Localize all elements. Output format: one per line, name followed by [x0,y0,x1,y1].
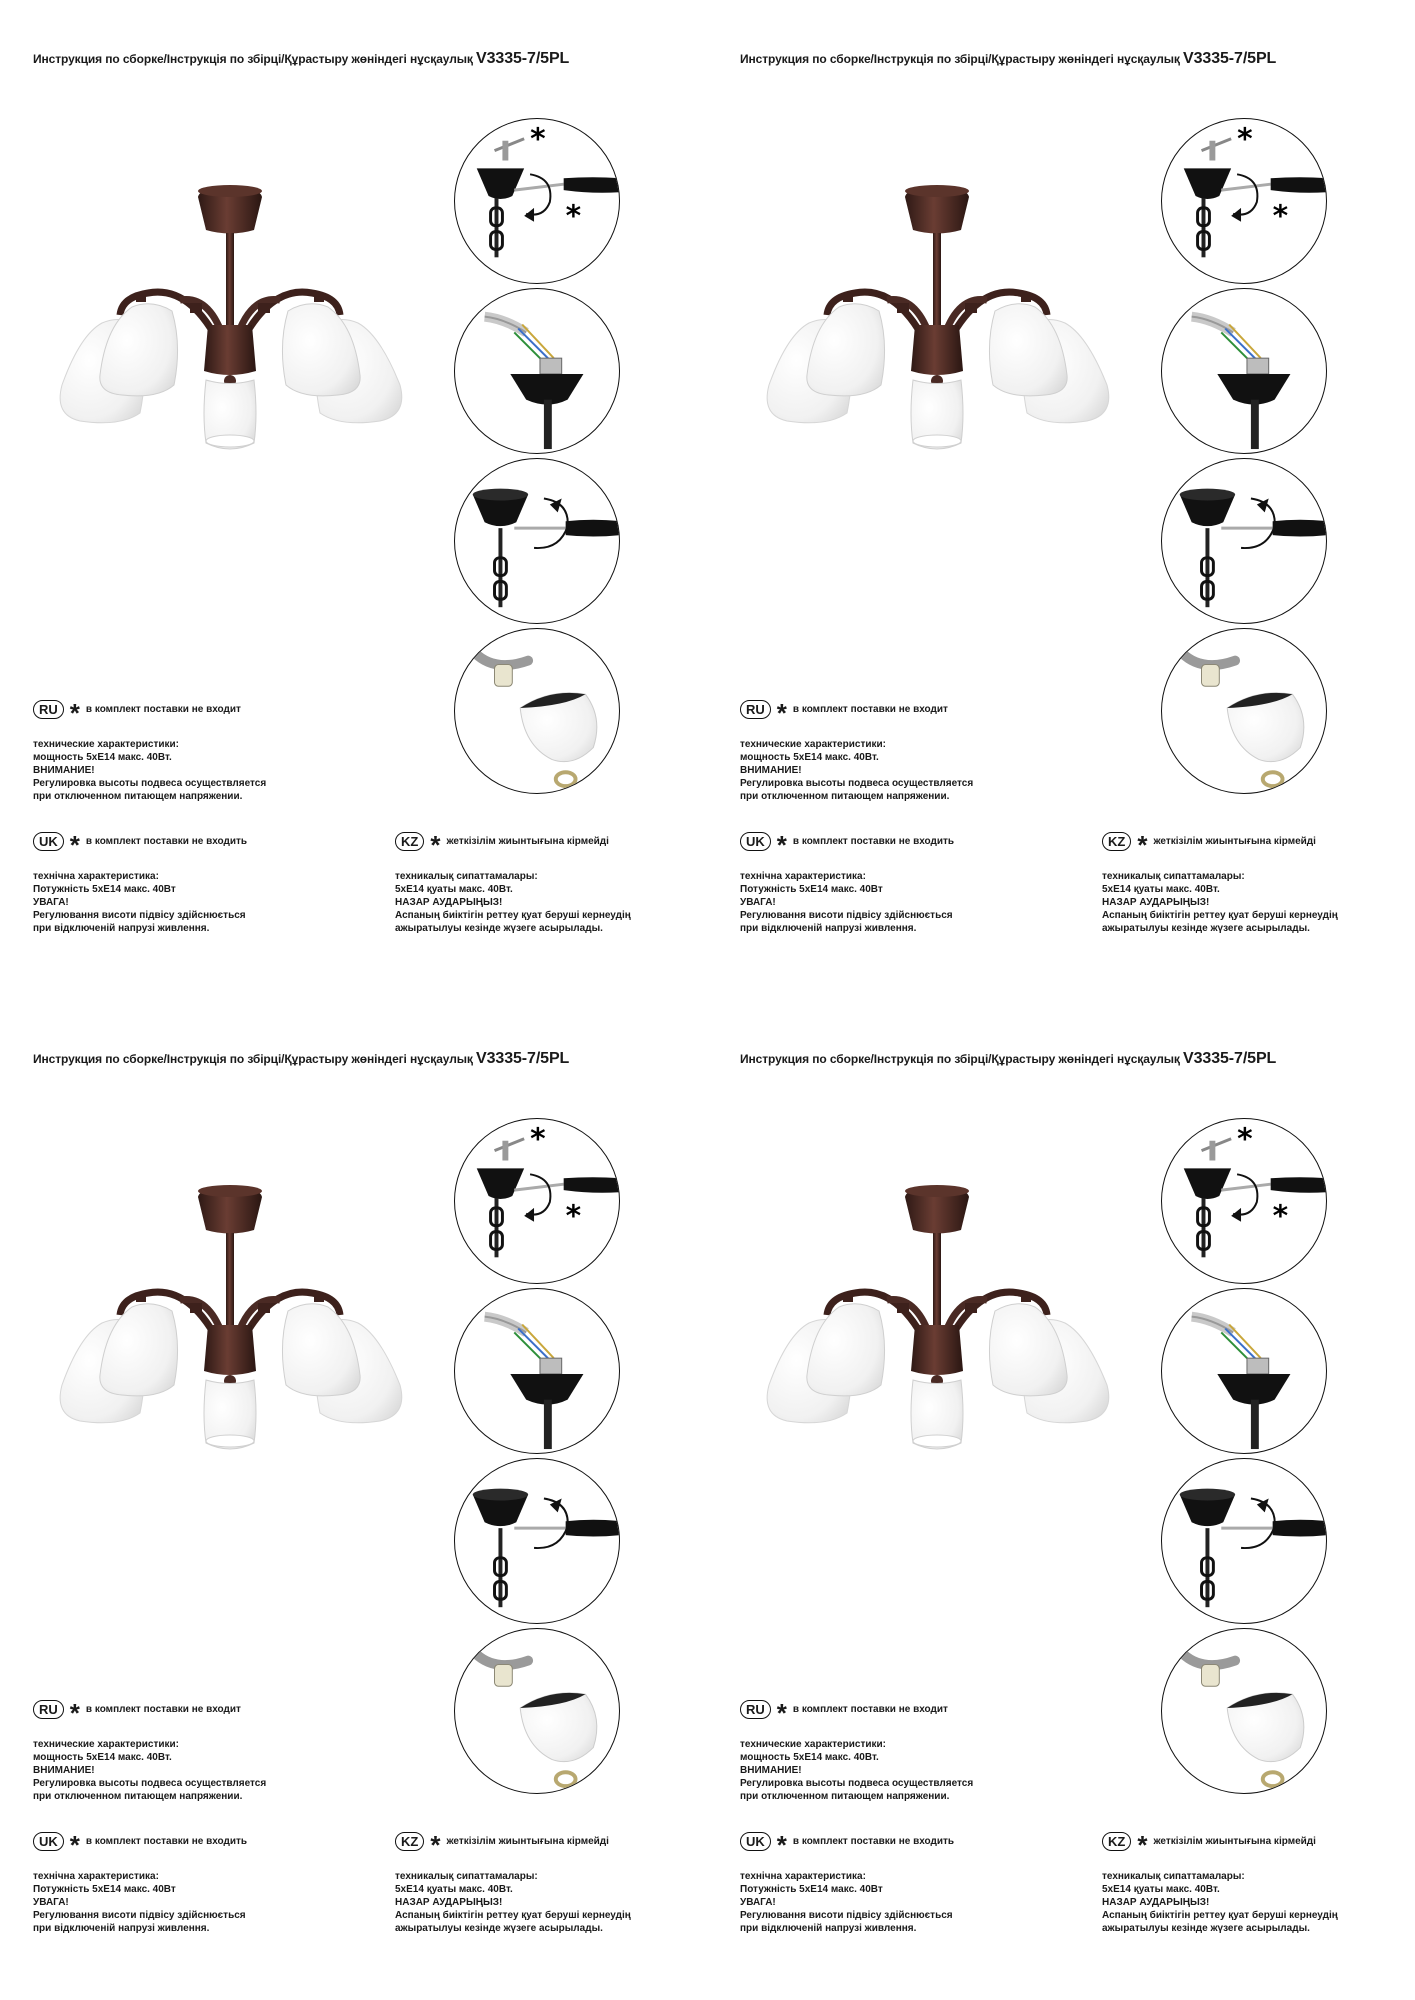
asterisk-icon: * [1237,1120,1253,1156]
step-3-adjust-height [1161,458,1327,624]
kz-specs-title: техникалық сипаттамалары: [395,871,538,882]
sheet-title [33,1050,569,1068]
step-2-connect-wires [454,1288,620,1454]
ru-specs-block [33,738,266,803]
asterisk-icon: * [1272,197,1289,233]
uk-badge: UK [740,1832,771,1851]
ru-specs-title: технические характеристики: [740,739,886,750]
kz-not-included-line [1102,1829,1316,1860]
ru-warning-line1: Регулировка высоты подвеса осуществляется [33,1778,267,1789]
uk-warning-line2: при відключеній напрузі живлення. [33,1923,210,1934]
asterisk-icon: * [69,1829,80,1860]
kz-warning-line1: Аспаның биіктігін реттеу қуат беруші кернеудің [395,1910,631,1921]
asterisk-icon: * [1137,829,1148,860]
ru-specs-title: технические характеристики: [33,739,179,750]
step-4-attach-shade [454,628,620,794]
uk-specs: Потужність 5хЕ14 макс. 40Вт [33,1884,176,1895]
asterisk-icon: * [530,120,546,156]
ru-specs-title: технические характеристики: [33,1739,179,1750]
step-2-connect-wires [1161,288,1327,454]
kz-specs: 5хЕ14 қуаты макс. 40Вт. [395,884,513,895]
title-text: Инструкция по сборке/Інструкція по збірці/Құрастыру жөніндегі нұсқаулық [740,52,1180,66]
kz-warning-title: НАЗАР АУДАРЫҢЫЗ! [395,897,503,908]
asterisk-icon: * [69,697,80,728]
kz-specs-block [1102,870,1338,935]
uk-specs-block [33,870,246,935]
asterisk-icon: * [565,197,582,233]
ru-badge: RU [740,700,771,719]
uk-specs-block [740,1870,953,1935]
chandelier-illustration [747,1175,1137,1475]
kz-not-included-line [395,1829,609,1860]
kz-not-included-line [395,829,609,860]
sheet-title [33,50,569,68]
ru-specs: мощность 5хЕ14 макс. 40Вт. [740,752,879,763]
uk-warning-line2: при відключеній напрузі живлення. [740,1923,917,1934]
ru-not-included: в комплект поставки не входит [792,704,948,715]
kz-warning-line1: Аспаның биіктігін реттеу қуат беруші кернеудің [1102,910,1338,921]
title-text: Инструкция по сборке/Інструкція по збірці/Құрастыру жөніндегі нұсқаулық [33,1052,473,1066]
uk-warning-title: УВАГА! [740,1897,776,1908]
ru-specs-block [740,1738,973,1803]
kz-warning-line2: ажыратылуы кезінде жүзеге асырылады. [395,1923,603,1934]
uk-badge: UK [33,1832,64,1851]
ru-warning-line1: Регулировка высоты подвеса осуществляется [33,778,267,789]
asterisk-icon: * [776,1829,787,1860]
kz-not-included-line [1102,829,1316,860]
ru-not-included-line [33,697,241,728]
ru-specs-title: технические характеристики: [740,1739,886,1750]
step-3-adjust-height [454,1458,620,1624]
kz-not-included: жеткізілім жиынтығына кірмейді [446,1836,609,1847]
step-1-mount-canopy [1161,118,1327,284]
ru-badge: RU [33,700,64,719]
kz-specs-title: техникалық сипаттамалары: [1102,1871,1245,1882]
ru-not-included: в комплект поставки не входит [85,1704,241,1715]
uk-warning-line2: при відключеній напрузі живлення. [740,923,917,934]
uk-warning-title: УВАГА! [33,897,69,908]
ru-warning-line2: при отключенном питающем напряжении. [740,791,950,802]
uk-badge: UK [740,832,771,851]
asterisk-icon: * [776,697,787,728]
uk-not-included: в комплект поставки не входить [792,1836,955,1847]
step-4-attach-shade [1161,628,1327,794]
model-number: V3335-7/5PL [1183,50,1277,67]
model-number: V3335-7/5PL [1183,1050,1277,1067]
ru-specs: мощность 5хЕ14 макс. 40Вт. [740,1752,879,1763]
kz-warning-line2: ажыратылуы кезінде жүзеге асырылады. [1102,923,1310,934]
uk-warning-title: УВАГА! [740,897,776,908]
chandelier-illustration [40,1175,430,1475]
kz-specs-block [395,870,631,935]
step-2-connect-wires [454,288,620,454]
kz-badge: KZ [1102,1832,1131,1851]
uk-not-included-line [740,1829,955,1860]
ru-badge: RU [740,1700,771,1719]
uk-specs: Потужність 5хЕ14 макс. 40Вт [740,884,883,895]
ru-not-included: в комплект поставки не входит [85,704,241,715]
uk-warning-line1: Регулювання висоти підвісу здійснюється [740,910,953,921]
uk-not-included: в комплект поставки не входить [792,836,955,847]
ru-not-included: в комплект поставки не входит [792,1704,948,1715]
ru-specs: мощность 5хЕ14 макс. 40Вт. [33,1752,172,1763]
uk-warning-line2: при відключеній напрузі живлення. [33,923,210,934]
uk-specs-title: технічна характеристика: [740,871,866,882]
asterisk-icon: * [430,1829,441,1860]
kz-warning-line1: Аспаның биіктігін реттеу қуат беруші кернеудің [1102,1910,1338,1921]
asterisk-icon: * [69,1697,80,1728]
uk-specs-title: технічна характеристика: [33,1871,159,1882]
ru-specs-block [33,1738,266,1803]
kz-specs: 5хЕ14 қуаты макс. 40Вт. [395,1884,513,1895]
uk-not-included-line [33,1829,248,1860]
instruction-sheet-2 [707,0,1414,1000]
chandelier-illustration [40,175,430,475]
kz-not-included: жеткізілім жиынтығына кірмейді [446,836,609,847]
asterisk-icon: * [565,1197,582,1233]
kz-specs-title: техникалық сипаттамалары: [395,1871,538,1882]
ru-warning-title: ВНИМАНИЕ! [740,765,802,776]
instruction-sheet-4 [707,1000,1414,2000]
kz-badge: KZ [395,832,424,851]
uk-warning-line1: Регулювання висоти підвісу здійснюється [33,910,246,921]
kz-not-included: жеткізілім жиынтығына кірмейді [1153,836,1316,847]
ru-not-included-line [33,1697,241,1728]
step-1-mount-canopy [454,118,620,284]
title-text: Инструкция по сборке/Інструкція по збірці/Құрастыру жөніндегі нұсқаулық [33,52,473,66]
model-number: V3335-7/5PL [476,50,570,67]
asterisk-icon: * [1137,1829,1148,1860]
asterisk-icon: * [776,829,787,860]
step-1-mount-canopy [1161,1118,1327,1284]
uk-not-included-line [740,829,955,860]
asterisk-icon: * [430,829,441,860]
title-text: Инструкция по сборке/Інструкція по збірці/Құрастыру жөніндегі нұсқаулық [740,1052,1180,1066]
uk-not-included: в комплект поставки не входить [85,1836,248,1847]
ru-specs-block [740,738,973,803]
kz-warning-line2: ажыратылуы кезінде жүзеге асырылады. [1102,1923,1310,1934]
kz-badge: KZ [395,1832,424,1851]
uk-badge: UK [33,832,64,851]
ru-warning-title: ВНИМАНИЕ! [33,765,95,776]
uk-specs: Потужність 5хЕ14 макс. 40Вт [33,884,176,895]
ru-warning-line2: при отключенном питающем напряжении. [33,1791,243,1802]
ru-warning-title: ВНИМАНИЕ! [33,1765,95,1776]
kz-warning-title: НАЗАР АУДАРЫҢЫЗ! [1102,1897,1210,1908]
kz-warning-title: НАЗАР АУДАРЫҢЫЗ! [1102,897,1210,908]
instruction-sheet-3 [0,1000,707,2000]
asterisk-icon: * [776,1697,787,1728]
step-4-attach-shade [1161,1628,1327,1794]
uk-specs-title: технічна характеристика: [740,1871,866,1882]
kz-warning-line2: ажыратылуы кезінде жүзеге асырылады. [395,923,603,934]
asterisk-icon: * [69,829,80,860]
uk-specs-title: технічна характеристика: [33,871,159,882]
kz-specs-title: техникалық сипаттамалары: [1102,871,1245,882]
kz-not-included: жеткізілім жиынтығына кірмейді [1153,1836,1316,1847]
ru-not-included-line [740,697,948,728]
asterisk-icon: * [1237,120,1253,156]
kz-badge: KZ [1102,832,1131,851]
ru-not-included-line [740,1697,948,1728]
uk-specs-block [33,1870,246,1935]
uk-warning-title: УВАГА! [33,1897,69,1908]
uk-specs: Потужність 5хЕ14 макс. 40Вт [740,1884,883,1895]
instruction-sheet-1 [0,0,707,1000]
model-number: V3335-7/5PL [476,1050,570,1067]
uk-not-included-line [33,829,248,860]
ru-badge: RU [33,1700,64,1719]
ru-specs: мощность 5хЕ14 макс. 40Вт. [33,752,172,763]
kz-warning-line1: Аспаның биіктігін реттеу қуат беруші кернеудің [395,910,631,921]
step-2-connect-wires [1161,1288,1327,1454]
kz-specs-block [395,1870,631,1935]
uk-not-included: в комплект поставки не входить [85,836,248,847]
step-4-attach-shade [454,1628,620,1794]
step-1-mount-canopy [454,1118,620,1284]
kz-specs: 5хЕ14 қуаты макс. 40Вт. [1102,1884,1220,1895]
chandelier-illustration [747,175,1137,475]
ru-warning-line1: Регулировка высоты подвеса осуществляется [740,1778,974,1789]
ru-warning-line2: при отключенном питающем напряжении. [33,791,243,802]
sheet-title [740,1050,1276,1068]
kz-warning-title: НАЗАР АУДАРЫҢЫЗ! [395,1897,503,1908]
asterisk-icon: * [530,1120,546,1156]
uk-warning-line1: Регулювання висоти підвісу здійснюється [33,1910,246,1921]
ru-warning-line1: Регулировка высоты подвеса осуществляется [740,778,974,789]
uk-specs-block [740,870,953,935]
asterisk-icon: * [1272,1197,1289,1233]
step-3-adjust-height [1161,1458,1327,1624]
ru-warning-line2: при отключенном питающем напряжении. [740,1791,950,1802]
kz-specs: 5хЕ14 қуаты макс. 40Вт. [1102,884,1220,895]
kz-specs-block [1102,1870,1338,1935]
uk-warning-line1: Регулювання висоти підвісу здійснюється [740,1910,953,1921]
ru-warning-title: ВНИМАНИЕ! [740,1765,802,1776]
sheet-title [740,50,1276,68]
step-3-adjust-height [454,458,620,624]
